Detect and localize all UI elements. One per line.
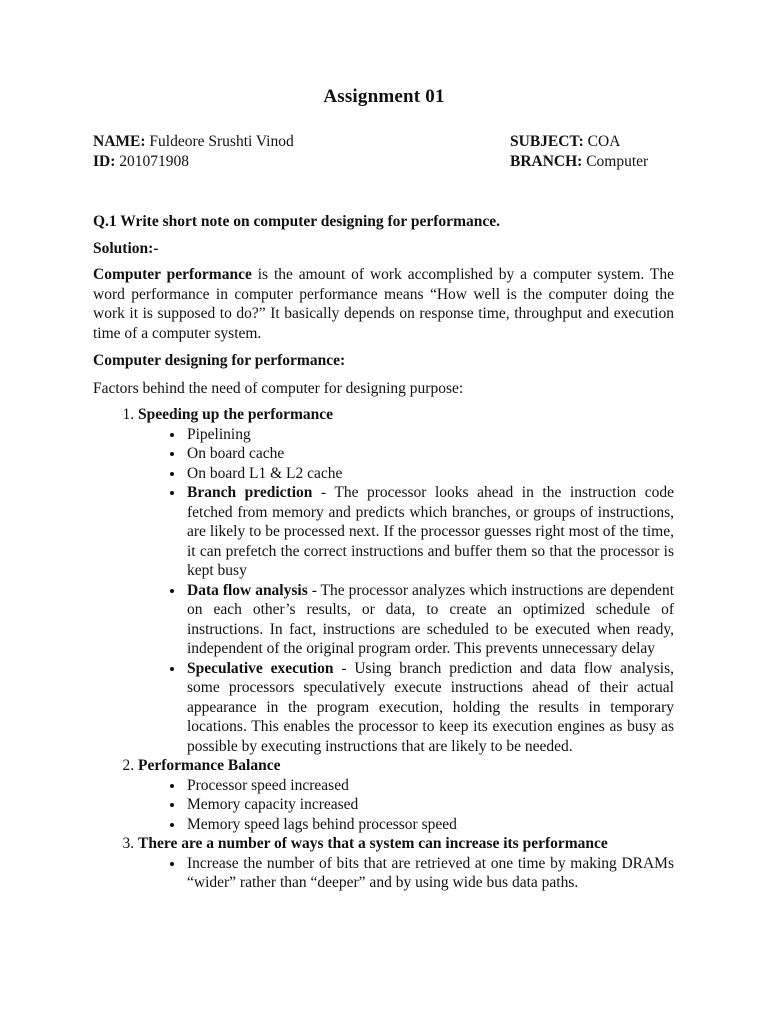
- bullet-item: [185, 854, 674, 893]
- branch-field: [510, 152, 648, 172]
- subheading: Computer designing for performance:: [93, 352, 346, 369]
- document-title: Assignment 01: [323, 86, 445, 107]
- intro-term: Computer performance: [93, 266, 252, 283]
- intro-text: is the amount of work accomplished by a computer system. The word performance in computer performance means “How well is the computer doing the work it is supposed to do?” It basically depends on response time, throughput and execution time of a computer system.: [93, 266, 674, 342]
- bullet-item: [185, 659, 674, 757]
- bullet-item: [185, 581, 674, 659]
- info-row-name: [93, 132, 683, 152]
- solution-label: Solution:-: [93, 239, 159, 257]
- section-heading: 1. Speeding up the performance: [138, 406, 334, 423]
- bullet-item: [185, 815, 674, 835]
- question-heading: Q.1 Write short note on computer designing for performance.: [93, 213, 500, 230]
- bullet-item: [185, 795, 674, 815]
- branch-value: Computer: [586, 153, 649, 170]
- bullet-text: Pipelining: [187, 425, 251, 443]
- bullet-text: Processor speed increased: [187, 776, 349, 794]
- section-item: [138, 405, 674, 756]
- subject-label: SUBJECT:: [510, 133, 584, 150]
- bullet-item: [185, 464, 674, 484]
- bullet-item: [185, 425, 674, 445]
- bullet-item: [185, 776, 674, 796]
- bullet-text: On board L1 & L2 cache: [187, 464, 343, 482]
- document-body: [93, 212, 674, 893]
- bullet-text: Memory speed lags behind processor speed: [187, 815, 457, 833]
- bullet-text: On board cache: [187, 445, 285, 462]
- branch-label: BRANCH:: [510, 153, 583, 170]
- bullet-text: Increase the number of bits that are retrieved at one time by making DRAMs “wider” rather than “deeper” and by using wide bus data paths.: [187, 854, 674, 891]
- name-label: NAME:: [93, 133, 146, 150]
- bullet-term: Branch prediction: [187, 484, 313, 501]
- bullet-term: Data flow analysis: [187, 581, 308, 599]
- section-item: [138, 834, 674, 893]
- student-info: [93, 132, 683, 172]
- section-heading: 2. Performance Balance: [138, 757, 281, 774]
- bullet-item: [185, 444, 674, 464]
- section-heading: 3. There are a number of ways that a system can increase its performance: [138, 835, 608, 852]
- bullet-text: - The processor analyzes which instructions are dependent on each other’s results, or data, to create an optimized schedule of instructions. In fact, instructions are scheduled to be executed when ready, independent of the original program order. This prevents unnecessary delay: [187, 581, 674, 657]
- subject-field: [510, 132, 620, 152]
- bullet-list: [138, 425, 674, 757]
- sections-list: [93, 405, 674, 893]
- bullet-term: Speculative execution: [187, 659, 334, 677]
- bullet-text: - Using branch prediction and data flow analysis, some processors speculatively execute instructions ahead of their actual appearance in the program execution, holding the results in temporary locations. This enables the processor to keep its execution engines as busy as possible by executing instructions that are likely to be needed.: [187, 659, 674, 755]
- id-label: ID:: [93, 153, 116, 170]
- intro-paragraph: [93, 265, 674, 343]
- name-value: Fuldeore Srushti Vinod: [149, 133, 294, 150]
- section-item: [138, 756, 674, 834]
- bullet-item: [185, 483, 674, 581]
- bullet-text: Memory capacity increased: [187, 796, 359, 813]
- bullet-text: - The processor looks ahead in the instruction code fetched from memory and predicts which branches, or groups of instructions, are likely to be processed next. If the processor guesses right most of the time, it can prefetch the correct instructions and buffer them so that the processor is kept busy: [187, 484, 674, 579]
- info-row-id: [93, 152, 683, 172]
- bullet-list: [138, 776, 674, 835]
- factors-text: Factors behind the need of computer for designing purpose:: [93, 379, 464, 397]
- bullet-list: [138, 854, 674, 893]
- subject-value: COA: [587, 133, 621, 150]
- id-value: 201071908: [119, 153, 190, 170]
